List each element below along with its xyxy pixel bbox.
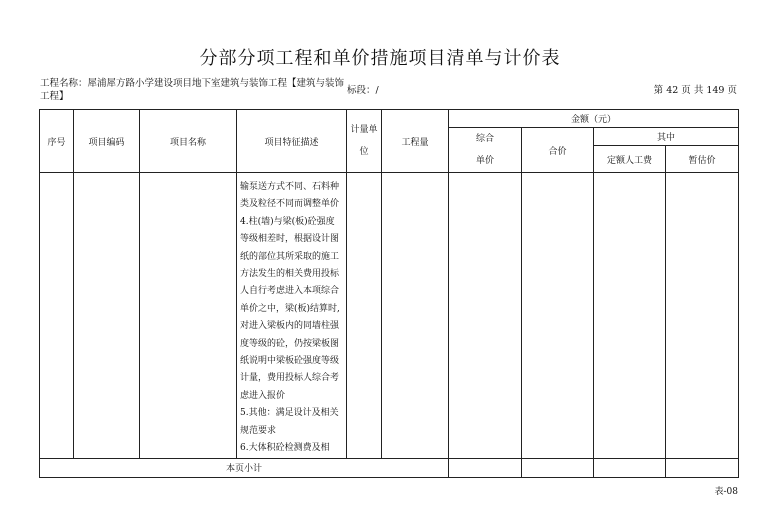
footer-code: 表-08 <box>714 487 738 497</box>
cell-labor <box>594 173 666 459</box>
table-row <box>40 173 739 459</box>
page-info: 第 42 页 共 149 页 <box>653 85 737 96</box>
desc-line: 等级相差时，根据设计图 <box>240 234 340 245</box>
bid-section-label: 标段： <box>347 85 376 96</box>
header-unit-price <box>449 128 522 173</box>
desc-line: 类及粒径不同而调整单价 <box>240 199 340 210</box>
desc-line: 计量，费用投标人综合考 <box>240 373 340 384</box>
desc-line: 对进入梁板内的同墙柱强 <box>240 321 340 332</box>
desc-line: 纸的部位其所采取的施工 <box>240 251 340 262</box>
header-total: 合价 <box>522 128 594 173</box>
cell-name <box>140 173 237 459</box>
cell-total <box>522 173 594 459</box>
project-label: 工程名称： <box>40 78 88 89</box>
header-desc: 项目特征描述 <box>237 110 347 173</box>
subtotal-labor <box>594 458 666 477</box>
desc-line: 方法发生的相关费用投标 <box>240 269 340 280</box>
header-unit-price-line2: 单价 <box>475 156 494 166</box>
cell-seq <box>40 173 74 459</box>
cell-desc <box>237 173 347 459</box>
subtotal-row <box>40 458 739 477</box>
header-unit <box>347 110 382 173</box>
subtotal-unit-price <box>449 458 522 477</box>
header-unit-price-line1: 综合 <box>475 134 494 144</box>
project-name <box>40 77 345 103</box>
cell-provisional <box>666 173 739 459</box>
header-of-which: 其中 <box>594 128 739 146</box>
desc-line: 虑进入报价 <box>240 390 286 401</box>
header-amount-group: 金额（元） <box>449 110 739 128</box>
header-unit-line2: 位 <box>359 147 369 157</box>
cell-code <box>74 173 140 459</box>
header-provisional: 暂估价 <box>666 146 739 173</box>
header-unit-line1: 计量单 <box>350 125 378 135</box>
header-name: 项目名称 <box>140 110 237 173</box>
subtotal-provisional <box>666 458 739 477</box>
header-labor: 定额人工费 <box>594 146 666 173</box>
desc-line: 度等级的砼，仍按梁板图 <box>240 338 340 349</box>
desc-line: 规范要求 <box>240 425 277 436</box>
header-qty: 工程量 <box>382 110 449 173</box>
cell-unit-price <box>449 173 522 459</box>
cell-qty <box>382 173 449 459</box>
desc-line: 人自行考虑进入本项综合 <box>240 286 340 297</box>
subtotal-label: 本页小计 <box>40 458 449 477</box>
desc-line: 4.柱(墙)与梁(板)砼强度 <box>240 216 335 227</box>
cell-unit <box>347 173 382 459</box>
bid-section-value: / <box>375 85 379 96</box>
desc-line: 输泵送方式不同、石料种 <box>240 182 340 192</box>
header-code: 项目编码 <box>74 110 140 173</box>
header-seq: 序号 <box>40 110 74 173</box>
page-title: 分部分项工程和单价措施项目清单与计价表 <box>199 48 561 69</box>
desc-line: 纸说明中梁板砼强度等级 <box>240 356 340 367</box>
desc-line: 单价之中，梁(板)结算时, <box>240 303 340 314</box>
bid-section <box>347 84 379 97</box>
bill-table <box>39 109 739 478</box>
desc-line: 5.其他：满足设计及相关 <box>240 408 339 419</box>
desc-line: 6.大体积砼检测费及相 <box>240 443 330 454</box>
project-value: 犀浦犀方路小学建设项目地下室建筑与装饰工程【建筑与装饰工程】 <box>40 78 345 102</box>
subtotal-total <box>522 458 594 477</box>
